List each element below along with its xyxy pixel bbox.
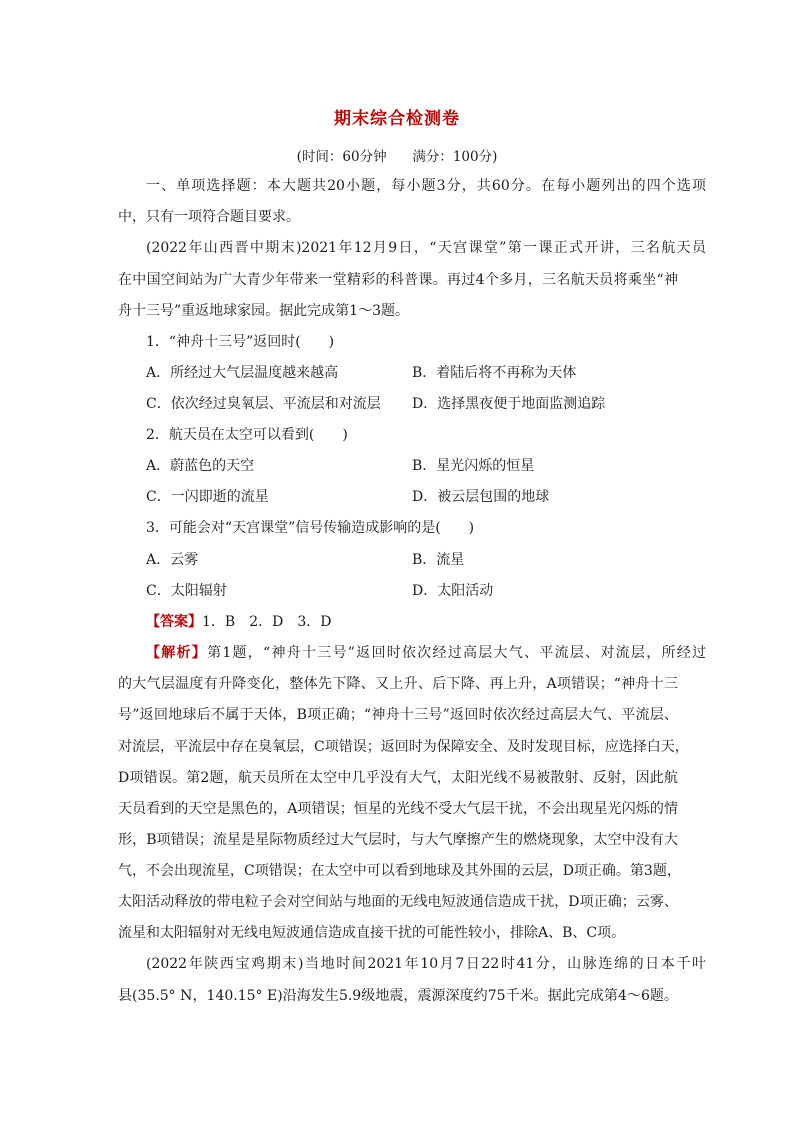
question-2-option-d: D．被云层包围的地球	[412, 489, 550, 505]
passage2-line-1: (2022年陕西宝鸡期末)当地时间2021年10月7日22时41分，山脉连绵的日本千叶	[146, 956, 706, 972]
question-2-option-c: C．一闪即逝的流星	[146, 489, 269, 505]
analysis-line-9: 太阳活动释放的带电粒子会对空间站与地面的无线电短波通信造成干扰，D项正确；云雾、	[118, 894, 678, 910]
question-3-option-b: B．流星	[412, 552, 465, 568]
passage1-line-2: 在中国空间站为广大青少年带来一堂精彩的科普课。再过4个多月，三名航天员将乘坐“神	[118, 272, 678, 288]
analysis-line-5: D项错误。第2题，航天员所在太空中几乎没有大气，太阳光线不易被散射、反射，因此航	[118, 770, 678, 786]
question-2-option-a: A．蔚蓝色的天空	[146, 458, 255, 474]
analysis-line-2: 的大气层温度有升降变化，整体先下降、又上升、后下降、再上升，A项错误；“神舟十三	[118, 676, 678, 692]
section-instruction-line-1: 一、单项选择题：本大题共20小题，每小题3分，共60分。在每小题列出的四个选项	[146, 178, 706, 194]
passage1-line-1: (2022年山西晋中期末)2021年12月9日，“天宫课堂”第一课正式开讲，三名航天员	[146, 240, 706, 256]
answer-tag: 【答案】	[146, 614, 202, 630]
section-instruction-line-2: 中，只有一项符合题目要求。	[118, 209, 300, 225]
analysis-line-7: 形，B项错误；流星是星际物质经过大气层时，与大气摩擦产生的燃烧现象，太空中没有大	[118, 832, 678, 848]
question-1-stem: 1．“神舟十三号”返回时( )	[146, 334, 335, 350]
analysis-line-1	[146, 643, 706, 663]
answer-text: 1．B 2．D 3．D	[202, 614, 332, 630]
analysis-text-1: 第1题，“神舟十三号”返回时依次经过高层大气、平流层、对流层，所经过	[207, 645, 706, 661]
question-2-option-b: B．星光闪烁的恒星	[412, 458, 535, 474]
passage2-line-2: 县(35.5° N，140.15° E)沿海发生5.9级地震，震源深度约75千米。据此完成第4～6题。	[118, 988, 678, 1004]
analysis-line-3: 号”返回地球后不属于天体，B项正确；“神舟十三号”返回时依次经过高层大气、平流层、	[118, 707, 678, 723]
question-1-option-b: B．着陆后将不再称为天体	[412, 365, 577, 381]
analysis-line-6: 天员看到的天空是黑色的，A项错误；恒星的光线不受大气层干扰，不会出现星光闪烁的情	[118, 801, 678, 817]
question-1-option-a: A．所经过大气层温度越来越高	[146, 365, 339, 381]
analysis-tag: 【解析】	[146, 645, 208, 661]
question-1-option-d: D．选择黑夜便于地面监测追踪	[412, 396, 606, 412]
passage1-line-3: 舟十三号”重返地球家园。据此完成第1～3题。	[118, 303, 409, 319]
analysis-line-8: 气，不会出现流星，C项错误；在太空中可以看到地球及其外围的云层，D项正确。第3题，	[118, 863, 681, 879]
analysis-line-4: 对流层，平流层中存在臭氧层，C项错误；返回时为保障安全、及时发现目标，应选择白天，	[118, 739, 689, 755]
question-3-option-a: A．云雾	[146, 552, 199, 568]
question-1-option-c: C．依次经过臭氧层、平流层和对流层	[146, 396, 381, 412]
answer-line	[146, 612, 706, 632]
question-2-stem: 2．航天员在太空可以看到( )	[146, 427, 348, 443]
exam-info: (时间：60分钟 满分：100分)	[296, 149, 498, 165]
page-title: 期末综合检测卷	[334, 109, 460, 129]
question-3-option-d: D．太阳活动	[412, 583, 494, 599]
analysis-line-10: 流星和太阳辐射对无线电短波通信造成直接干扰的可能性较小，排除A、B、C项。	[118, 925, 626, 941]
question-3-option-c: C．太阳辐射	[146, 583, 227, 599]
question-3-stem: 3．可能会对“天宫课堂”信号传输造成影响的是( )	[146, 520, 475, 536]
